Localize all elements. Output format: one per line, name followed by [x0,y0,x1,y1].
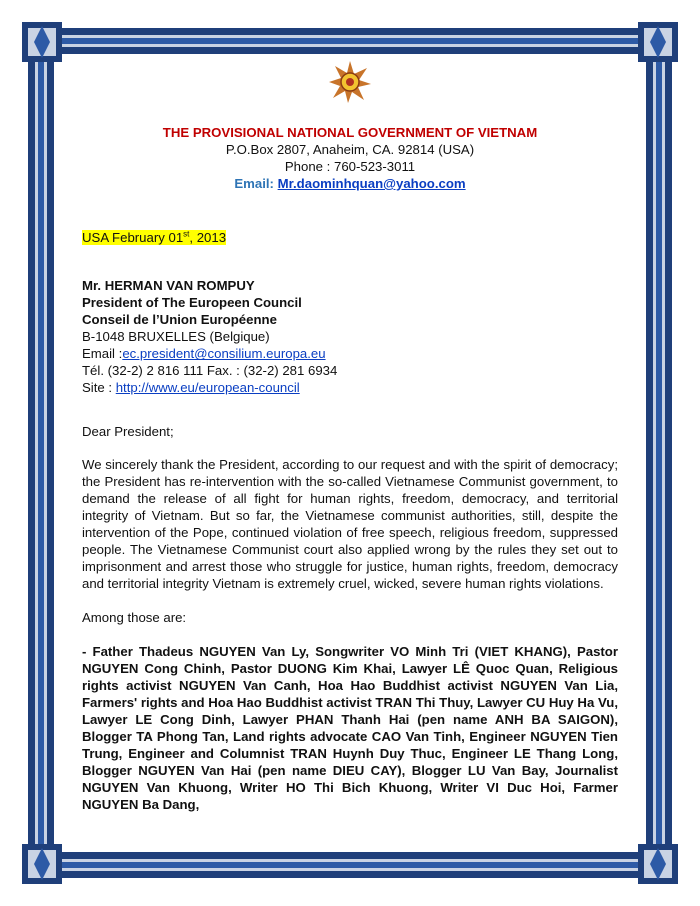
recipient-name: Mr. HERMAN VAN ROMPUY [82,278,255,294]
letterhead-email-line [82,175,618,192]
recipient-title: President of The Europeen Council [82,295,302,311]
letter-page [82,60,618,813]
recipient-site-label: Site : [82,380,116,396]
letterhead [82,124,618,192]
corner-ornament-icon [20,20,64,64]
letterhead-email-link[interactable]: Mr.daominhquan@yahoo.com [277,176,466,191]
letter-paragraph: We sincerely thank the President, according to our request and with the spirit of democracy; the President has re-intervention with the so-called Vietnamese Communist government, to demand the release of all fight for human rights, freedom, democracy, and territorial integrity of Vietnam. But so far, the Vietnamese communist authorities, still, despite the intervention of the Pope, continued violation of free speech, religious freedom, suppressed people. The Vietnamese Communist court also applied wrong by the rules they set out to imprisonment and arrest those who struggle for justice, human rights, freedom, democracy and territorial integrity Vietnam is extremely cruel, wicked, severe human rights violations. [82,457,618,592]
corner-ornament-icon [20,842,64,886]
organization-name: THE PROVISIONAL NATIONAL GOVERNMENT OF VIETNAM [162,125,538,140]
recipient-email-line [82,345,618,362]
corner-ornament-icon [636,842,680,886]
email-label: Email: [234,176,274,191]
prisoner-list-paragraph: - Father Thadeus NGUYEN Van Ly, Songwriter VO Minh Tri (VIET KHANG), Pastor NGUYEN Cong Chinh, Pastor DUONG Kim Khai, Lawyer LÊ Quoc Quan, Religious rights activist NGUYEN Van Canh, Hoa Hao Buddhist activist NGUYEN Van Lia, Farmers' rights and Hoa Hao Buddhist activist TRAN Thi Thuy, Lawyer CU Huy Ha Vu, Lawyer LE Cong Dinh, Lawyer PHAN Thanh Hai (pen name ANH BA SAIGON), Blogger TA Phong Tan, Land rights advocate CAO Van Tinh, Engineer NGUYEN Tien Trung, Engineer and Columnist TRAN Huynh Duy Thuc, Engineer LE Thang Long, Blogger NGUYEN Van Hai (pen name DIEU CAY), Blogger LU Van Bay, Journalist NGUYEN Van Khuong, Writer HO Thi Bich Khuong, Writer VI Duc Hoi, Farmer NGUYEN Ba Dang, [82,644,618,813]
recipient-site-line [82,379,618,396]
border-top [40,28,660,54]
border-right [646,40,672,866]
recipient-address: B-1048 BRUXELLES (Belgique) [82,329,270,345]
recipient-tel-fax: Tél. (32-2) 2 816 111 Fax. : (32-2) 281 6934 [82,363,338,379]
corner-ornament-icon [636,20,680,64]
recipient-site-link[interactable]: http://www.eu/european-council [115,380,300,396]
border-bottom [40,852,660,878]
among-those-heading: Among those are: [82,610,187,626]
recipient-address-block [82,277,618,396]
government-emblem-icon [328,60,372,104]
recipient-organization: Conseil de l’Union Européenne [82,312,277,328]
recipient-email-label: Email : [82,346,123,362]
date-highlight: USA February 01st, 2013 [82,230,227,246]
border-left [28,40,54,866]
recipient-email-link[interactable]: ec.president@consilium.europa.eu [122,346,326,362]
salutation: Dear President; [82,424,174,440]
phone: Phone : 760-523-3011 [284,159,416,174]
po-box: P.O.Box 2807, Anaheim, CA. 92814 (USA) [225,142,475,157]
letter-date [82,230,618,245]
